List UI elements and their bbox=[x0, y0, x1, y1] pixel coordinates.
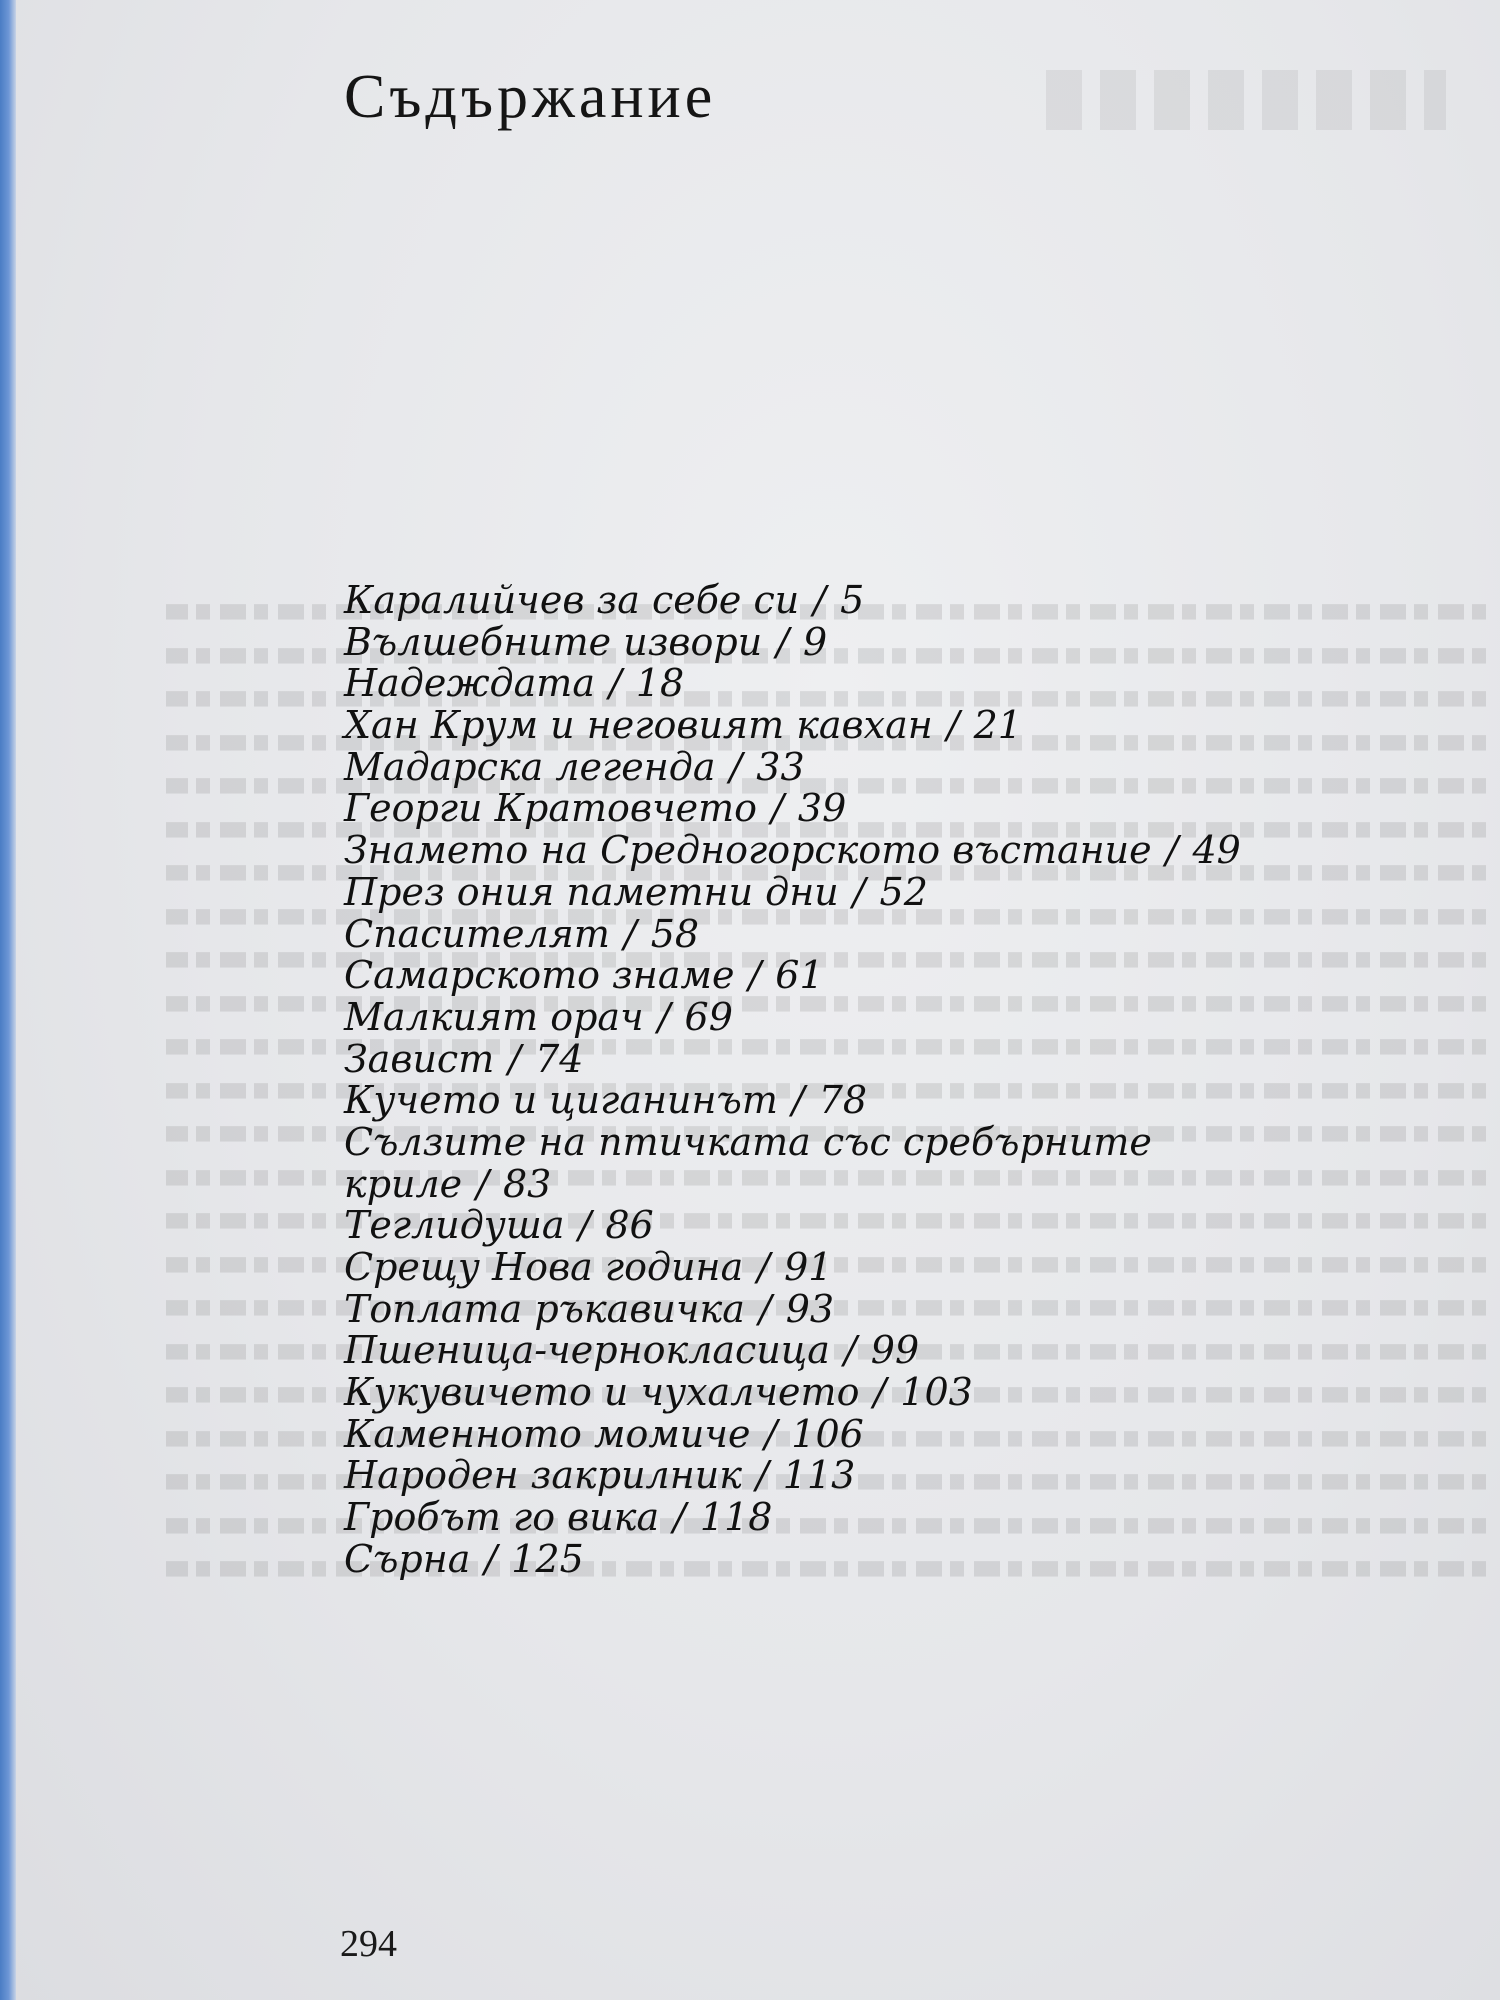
toc-entry-title: Топлата ръкавичка bbox=[344, 1286, 745, 1331]
toc-separator: / bbox=[758, 1286, 772, 1331]
toc-entry-page: 61 bbox=[775, 953, 824, 998]
toc-entry bbox=[344, 869, 1464, 914]
toc-entry-title: Надеждата bbox=[344, 661, 595, 706]
toc-separator: / bbox=[755, 1453, 769, 1498]
toc-entry-title: Пшеница-чернокласица bbox=[344, 1328, 830, 1373]
toc-separator: / bbox=[729, 744, 743, 789]
toc-entry-title: Гробът го вика bbox=[344, 1495, 660, 1540]
toc-entry-page: 118 bbox=[699, 1495, 773, 1540]
toc-separator: / bbox=[673, 1495, 686, 1540]
toc-entry bbox=[344, 1536, 1464, 1581]
toc-entry-title: Кучето и циганинът bbox=[344, 1078, 778, 1123]
toc-entry bbox=[344, 1080, 1464, 1122]
toc-separator: / bbox=[813, 578, 827, 622]
toc-entry-page: 18 bbox=[635, 661, 685, 706]
toc-entry-title: Срещу Нова година bbox=[344, 1245, 744, 1289]
toc-separator: / bbox=[791, 1078, 805, 1123]
toc-entry-title: Кукувичето и чухалчето bbox=[344, 1370, 860, 1415]
toc-entry bbox=[344, 663, 1464, 705]
toc-entry bbox=[344, 744, 1464, 789]
toc-entry-title: Георги Кратовчето bbox=[344, 786, 758, 831]
toc-entry bbox=[344, 619, 1464, 664]
toc-entry-title: Сърна bbox=[344, 1536, 471, 1581]
toc-separator: / bbox=[748, 953, 762, 998]
toc-entry-page: 103 bbox=[900, 1370, 973, 1415]
toc-separator: / bbox=[852, 869, 866, 914]
toc-entry bbox=[344, 1330, 1464, 1372]
toc-entry-title: Хан Крум и неговият кавхан bbox=[344, 703, 933, 748]
toc-separator: / bbox=[873, 1370, 887, 1415]
toc-entry-page: 86 bbox=[605, 1203, 654, 1248]
toc-entry bbox=[344, 955, 1464, 997]
toc-entry-title: Каменното момиче bbox=[344, 1411, 751, 1456]
toc-entry-page: 125 bbox=[511, 1536, 584, 1581]
toc-entry-page: 83 bbox=[503, 1161, 552, 1206]
toc-separator: / bbox=[1165, 828, 1179, 873]
toc-separator: / bbox=[946, 703, 960, 748]
toc-entry-page: 99 bbox=[870, 1328, 920, 1373]
toc-entry-title-continued: криле bbox=[344, 1161, 463, 1206]
toc-entry-page: 39 bbox=[797, 786, 847, 831]
toc-entry bbox=[344, 1372, 1464, 1414]
toc-entry bbox=[344, 1247, 1464, 1289]
page-number: 294 bbox=[340, 1923, 397, 1965]
toc-entry-page: 69 bbox=[684, 994, 733, 1039]
toc-separator: / bbox=[623, 911, 637, 956]
toc-entry-page: 74 bbox=[535, 1036, 584, 1081]
toc-entry-page: 91 bbox=[784, 1245, 833, 1289]
toc-separator: / bbox=[771, 786, 784, 831]
toc-entry bbox=[344, 1411, 1464, 1456]
toc-entry-page: 5 bbox=[840, 578, 865, 622]
toc-entry-title: Вълшебните извори bbox=[344, 619, 763, 664]
toc-entry-title: Мадарска легенда bbox=[344, 744, 716, 789]
toc-entry-page: 33 bbox=[756, 744, 805, 789]
toc-entry-page: 9 bbox=[803, 619, 828, 664]
toc-entry bbox=[344, 1497, 1464, 1539]
toc-separator: / bbox=[484, 1536, 498, 1581]
toc-entry-title: Малкият орач bbox=[344, 994, 644, 1039]
toc-entry bbox=[344, 705, 1464, 747]
toc-separator: / bbox=[609, 661, 622, 706]
toc-entry-title: Теглидуша bbox=[344, 1203, 565, 1248]
toc-separator: / bbox=[764, 1411, 778, 1456]
toc-entry bbox=[344, 580, 1464, 622]
toc-entry-title: Сълзите на птичката със сребърните bbox=[344, 1119, 1152, 1164]
toc-separator: / bbox=[578, 1203, 592, 1248]
toc-entry-title: Спасителят bbox=[344, 911, 610, 956]
toc-entry-title: Завист bbox=[344, 1036, 495, 1081]
toc-separator: / bbox=[843, 1328, 857, 1373]
toc-entry-title: Народен закрилник bbox=[344, 1453, 742, 1498]
toc-entry-page: 49 bbox=[1192, 828, 1241, 873]
toc-entry bbox=[344, 1036, 1464, 1081]
toc-entry-page: 78 bbox=[818, 1078, 868, 1123]
toc-entry-page: 21 bbox=[973, 703, 1022, 748]
toc-entry bbox=[344, 788, 1464, 830]
toc-separator: / bbox=[776, 619, 790, 664]
toc-entry-page: 106 bbox=[791, 1411, 864, 1456]
toc-entry bbox=[344, 1205, 1464, 1247]
toc-separator: / bbox=[657, 994, 671, 1039]
toc-entry bbox=[344, 1119, 1464, 1206]
binder-edge bbox=[0, 0, 16, 2000]
toc-entry-title: Самарското знаме bbox=[344, 953, 735, 998]
toc-entry-page: 93 bbox=[785, 1286, 835, 1331]
toc-entry bbox=[344, 1286, 1464, 1331]
toc-separator: / bbox=[476, 1161, 489, 1206]
toc-entry-page: 52 bbox=[879, 869, 928, 914]
toc-entry-title: Знамето на Средногорското въстание bbox=[344, 828, 1152, 873]
toc-entry bbox=[344, 830, 1464, 872]
toc-entry bbox=[344, 911, 1464, 956]
toc-separator: / bbox=[757, 1245, 771, 1289]
bleed-through-title bbox=[1046, 70, 1446, 130]
page-title: Съдържание bbox=[344, 63, 717, 131]
toc-separator: / bbox=[508, 1036, 522, 1081]
toc-entry-page: 58 bbox=[650, 911, 700, 956]
toc-entry bbox=[344, 994, 1464, 1039]
table-of-contents bbox=[344, 580, 1464, 1581]
toc-entry-page: 113 bbox=[782, 1453, 856, 1498]
toc-entry-title: През ония паметни дни bbox=[344, 869, 839, 914]
toc-entry-title: Каралийчев за себе си bbox=[344, 578, 800, 622]
toc-entry bbox=[344, 1455, 1464, 1497]
